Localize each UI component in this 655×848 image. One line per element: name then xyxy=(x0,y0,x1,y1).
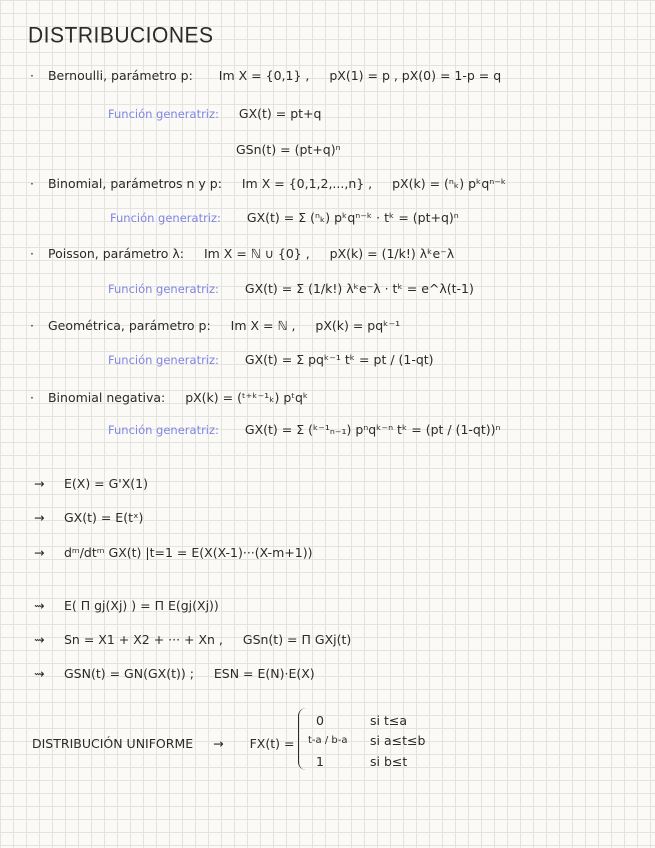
poisson-gen: GX(t) = Σ (1/k!) λᵏe⁻λ · tᵏ = e^λ(t-1) xyxy=(244,281,474,296)
arrow-icon: ⇝ xyxy=(34,666,45,681)
generatriz-label: Función generatriz: xyxy=(108,282,219,296)
uniforme-label: DISTRIBUCIÓN UNIFORME xyxy=(32,736,194,751)
uniforme-case-cond: si a≤t≤b xyxy=(370,733,426,748)
uniforme-case-value: t-a / b-a xyxy=(308,735,348,746)
bernoulli-name: Bernoulli, parámetro p: xyxy=(47,68,193,83)
prop-line xyxy=(34,510,143,526)
binomial-negativa-gen-line xyxy=(108,422,500,438)
prop-line xyxy=(34,666,315,682)
geometrica-gen: GX(t) = Σ pqᵏ⁻¹ tᵏ = pt / (1-qt) xyxy=(244,352,434,367)
prop-line xyxy=(34,598,219,614)
uniforme-case-value: 0 xyxy=(316,713,324,728)
binomial-negativa-pmf: pX(k) = (ᵗ⁺ᵏ⁻¹ₖ) pᵗqᵏ xyxy=(185,390,309,405)
poisson-line xyxy=(30,246,454,262)
binomial-gen-line xyxy=(110,210,459,226)
bernoulli-support: Im X = {0,1} , xyxy=(218,68,310,83)
generatriz-label: Función generatriz: xyxy=(108,107,219,121)
binomial-support: Im X = {0,1,2,...,n} , xyxy=(241,176,373,191)
bullet-icon: · xyxy=(30,68,34,83)
prop-text: Sn = X1 + X2 + ··· + Xn , xyxy=(63,632,223,647)
poisson-name: Poisson, parámetro λ: xyxy=(47,246,184,261)
poisson-support: Im X = ℕ ∪ {0} , xyxy=(203,246,310,261)
bullet-icon: · xyxy=(30,246,34,261)
prop-text: E(X) = G'X(1) xyxy=(63,476,149,491)
prop-line xyxy=(34,476,148,492)
geometrica-name: Geométrica, parámetro p: xyxy=(47,318,211,333)
binomial-name: Binomial, parámetros n y p: xyxy=(47,176,222,191)
arrow-icon: ⇝ xyxy=(34,598,45,613)
arrow-icon: → xyxy=(34,510,45,525)
prop-text-2: ESN = E(N)·E(X) xyxy=(213,666,315,681)
prop-text: GX(t) = E(tˣ) xyxy=(63,510,144,525)
prop-line xyxy=(34,545,312,561)
generatriz-label: Función generatriz: xyxy=(110,211,221,225)
uniforme-case-cond: si t≤a xyxy=(370,713,407,728)
bernoulli-gen-sum: GSn(t) = (pt+q)ⁿ xyxy=(236,142,341,157)
binomial-pmf: pX(k) = (ⁿₖ) pᵏqⁿ⁻ᵏ xyxy=(392,176,507,191)
prop-text: GSN(t) = GN(GX(t)) ; xyxy=(63,666,194,681)
arrow-icon: → xyxy=(34,545,45,560)
bernoulli-pmf: pX(1) = p , pX(0) = 1-p = q xyxy=(329,68,502,83)
arrow-icon: ⇝ xyxy=(34,632,45,647)
bullet-icon: · xyxy=(30,390,34,405)
prop-text-2: GSn(t) = Π GXj(t) xyxy=(242,632,352,647)
binomial-gen: GX(t) = Σ (ⁿₖ) pᵏqⁿ⁻ᵏ · tᵏ = (pt+q)ⁿ xyxy=(246,210,459,225)
uniforme-case-cond: si b≤t xyxy=(370,754,408,769)
page-title: DISTRIBUCIONES xyxy=(28,23,214,48)
uniforme-fx: FX(t) = xyxy=(249,736,295,751)
prop-text: dᵐ/dtᵐ GX(t) |t=1 = E(X(X-1)···(X-m+1)) xyxy=(63,545,313,560)
arrow-icon: → xyxy=(34,476,45,491)
bernoulli-gen: GX(t) = pt+q xyxy=(238,106,322,121)
arrow-icon: → xyxy=(213,736,224,751)
generatriz-label: Función generatriz: xyxy=(108,423,219,437)
prop-text: E( Π gj(Xj) ) = Π E(gj(Xj)) xyxy=(63,598,219,613)
uniforme-line xyxy=(32,736,294,752)
bullet-icon: · xyxy=(30,318,34,333)
geometrica-support: Im X = ℕ , xyxy=(230,318,296,333)
binomial-negativa-name: Binomial negativa: xyxy=(47,390,166,405)
poisson-pmf: pX(k) = (1/k!) λᵏe⁻λ xyxy=(329,246,455,261)
generatriz-label: Función generatriz: xyxy=(108,353,219,367)
binomial-negativa-gen: GX(t) = Σ (ᵏ⁻¹ₙ₋₁) pⁿqᵏ⁻ⁿ tᵏ = (pt / (1-qt))ⁿ xyxy=(244,422,501,437)
prop-line xyxy=(34,632,351,648)
geometrica-pmf: pX(k) = pqᵏ⁻¹ xyxy=(315,318,401,333)
uniforme-case-value: 1 xyxy=(316,754,324,769)
bernoulli-gen-sum-line xyxy=(236,142,341,158)
binomial-negativa-line xyxy=(30,390,308,406)
bernoulli-line xyxy=(30,68,501,84)
geometrica-gen-line xyxy=(108,352,434,368)
geometrica-line xyxy=(30,318,400,334)
binomial-line xyxy=(30,176,506,192)
bernoulli-gen-line xyxy=(108,106,321,122)
poisson-gen-line xyxy=(108,281,474,297)
bullet-icon: · xyxy=(30,176,34,191)
